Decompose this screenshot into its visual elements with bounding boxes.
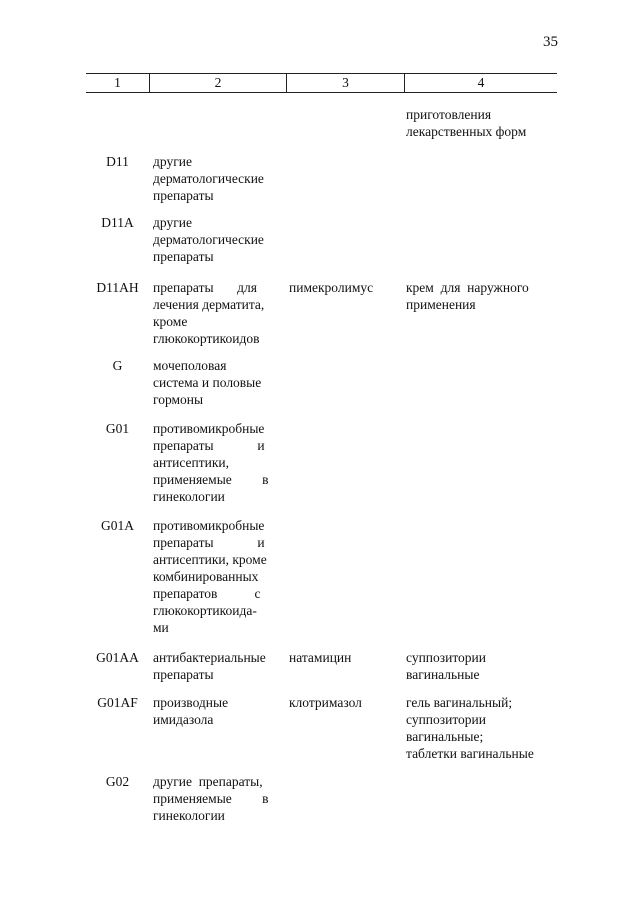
header-col-3: 3 <box>286 74 404 92</box>
description-cell: препараты для лечения дерматита, кроме глюкокортикоидов <box>153 280 265 346</box>
dosage-form-cell: приготовления лекарственных форм <box>406 107 527 139</box>
header-col-1: 1 <box>114 75 121 90</box>
dosage-form-cell: суппозитории вагинальные <box>406 650 486 682</box>
drug-name-cell: клотримазол <box>289 695 362 710</box>
description-cell: другие дерматологические препараты <box>153 154 264 203</box>
atc-code-cell: G02 <box>105 774 130 789</box>
dosage-form-cell: гель вагинальный; суппозитории вагинальные; таблетки вагинальные <box>406 695 534 761</box>
drug-name-cell: натамицин <box>289 650 352 665</box>
description-cell: антибактериальные препараты <box>153 650 266 682</box>
description-cell: другие препараты, применяемые в гинекологии <box>153 774 269 823</box>
atc-code-cell: D11A <box>101 215 134 230</box>
atc-code-cell: G01AF <box>97 695 138 710</box>
atc-code-cell: D11 <box>106 154 129 169</box>
table-header <box>86 73 557 93</box>
drug-name-cell: пимекролимус <box>289 280 374 295</box>
description-cell: противомикробные препараты и антисептики, кроме комбинированных препаратов с глюкокортикоида- ми <box>153 518 267 635</box>
atc-code-cell: D11AH <box>96 280 139 295</box>
dosage-form-cell: крем для наружного применения <box>406 280 529 312</box>
atc-code-cell: G01 <box>105 421 130 436</box>
atc-code-cell: G01AA <box>96 650 139 665</box>
atc-code-cell: G <box>112 358 123 373</box>
description-cell: производные имидазола <box>153 695 229 727</box>
header-col-4: 4 <box>404 74 557 92</box>
header-col-2: 2 <box>149 74 286 92</box>
page-number: 35 <box>543 34 558 50</box>
description-cell: мочеполовая система и половые гормоны <box>153 358 262 407</box>
description-cell: противомикробные препараты и антисептики, применяемые в гинекологии <box>153 421 269 504</box>
atc-code-cell: G01A <box>101 518 134 533</box>
description-cell: другие дерматологические препараты <box>153 215 264 264</box>
